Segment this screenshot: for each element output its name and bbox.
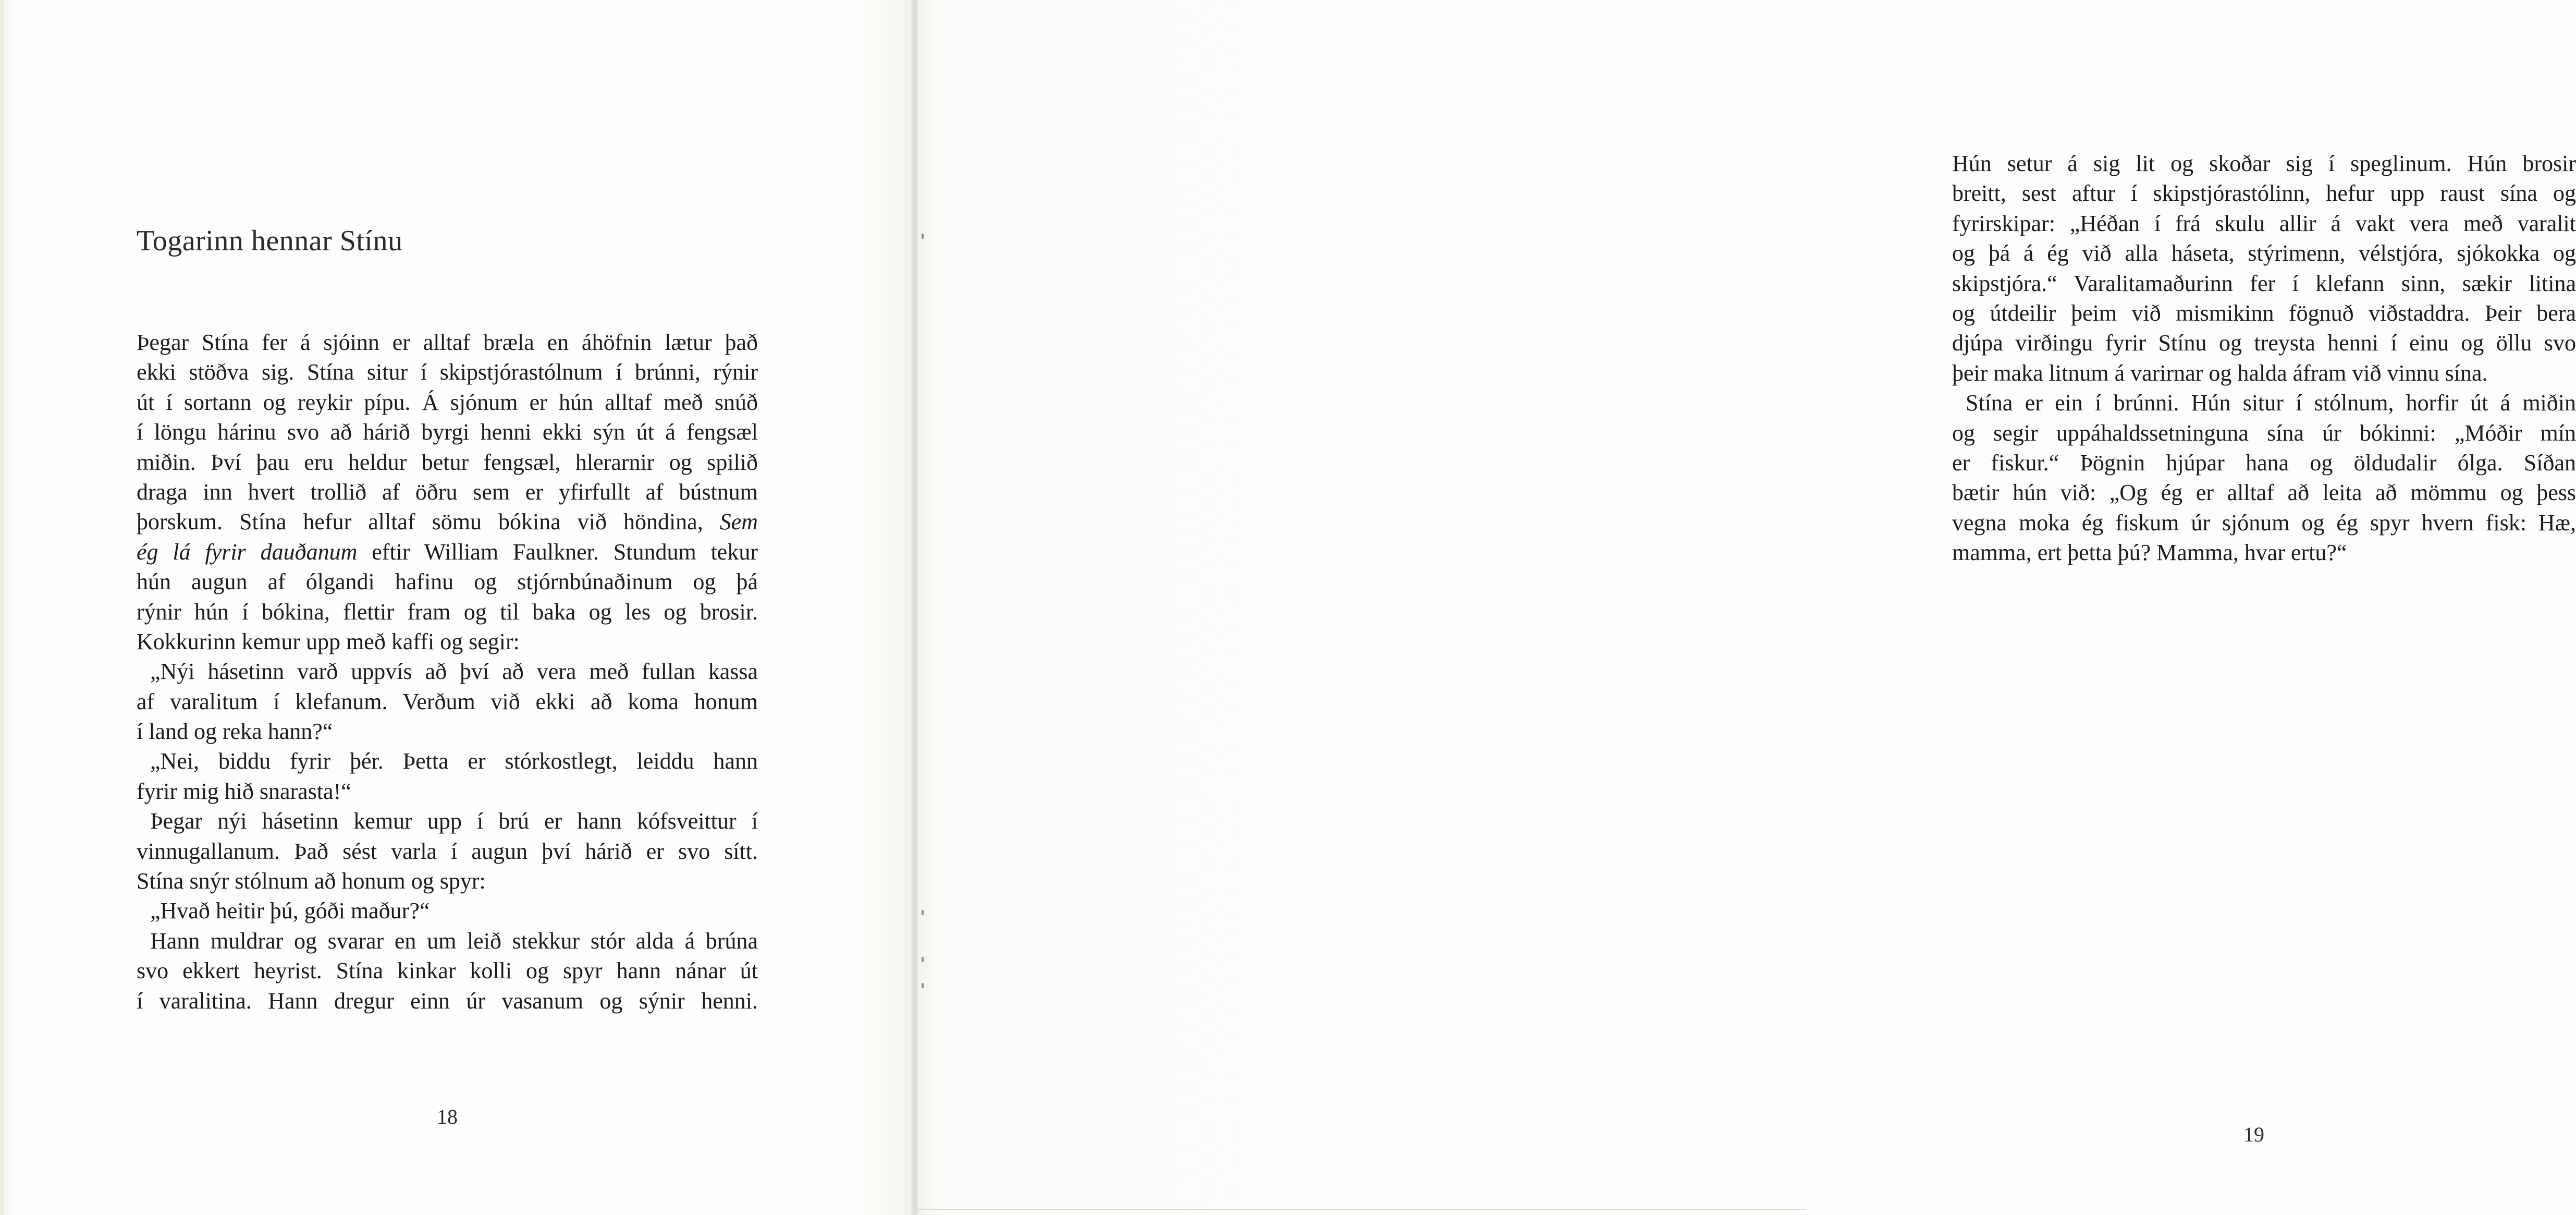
book-title-italic: Sem	[719, 509, 758, 535]
text-line: og segir uppáhaldssetninguna sína úr bókinni: „Móðir mín	[1952, 420, 2576, 446]
text-line: Kokkurinn kemur upp með kaffi og segir:	[137, 628, 520, 654]
text-line: fyrir mig hið snarasta!“	[137, 778, 351, 804]
right-page	[915, 0, 2576, 1215]
page-bottom-edge	[915, 1209, 1806, 1210]
text-line: bætir hún við: „Og ég er alltaf að leita að mömmu og þess	[1952, 480, 2576, 506]
page-number-right: 19	[2243, 1123, 2264, 1146]
text-line: út í sortann og reykir pípu. Á sjónum er hún alltaf með snúð	[137, 389, 758, 415]
text-line: þeir maka litnum á varirnar og halda áfram við vinnu sína.	[1952, 360, 2488, 386]
book-gutter	[911, 0, 918, 1215]
text-line: „Nýi hásetinn varð uppvís að því að vera með fullan kassa	[150, 659, 758, 685]
scan-speck	[922, 957, 924, 962]
text-line: fyrirskipar: „Héðan í frá skulu allir á vakt vera með varalit	[1952, 210, 2576, 236]
text-line: skipstjóra.“ Varalitamaðurinn fer í klefann sinn, sækir litina	[1952, 270, 2576, 296]
text-line: rýnir hún í bókina, flettir fram og til baka og les og brosir.	[137, 599, 758, 625]
text-line: „Hvað heitir þú, góði maður?“	[150, 898, 430, 924]
text-line: í varalitina. Hann dregur einn úr vasanum og sýnir henni.	[137, 988, 758, 1014]
text-line: er fiskur.“ Þögnin hjúpar hana og öldudalir ólga. Síðan	[1952, 449, 2576, 476]
text-line: vegna moka ég fiskum úr sjónum og ég spyr hvern fisk: Hæ,	[1952, 509, 2576, 536]
left-page-text	[137, 327, 758, 1016]
text-line: mamma, ert þetta þú? Mamma, hvar ertu?“	[1952, 540, 2347, 566]
book-title-italic: ég lá fyrir dauðanum	[137, 539, 358, 565]
text-line: djúpa virðingu fyrir Stínu og treysta henni í einu og öllu svo	[1952, 330, 2576, 356]
text-line: Stína snýr stólnum að honum og spyr:	[137, 868, 486, 894]
text-line: í löngu hárinu svo að hárið byrgi henni ekki sýn út á fengsæl	[137, 419, 758, 445]
text-line: Stína er ein í brúnni. Hún situr í stólnum, horfir út á miðin	[1966, 390, 2576, 416]
text-line: vinnugallanum. Það sést varla í augun því hárið er svo sítt.	[137, 838, 758, 864]
text-line: og útdeilir þeim við mismikinn fögnuð viðstaddra. Þeir bera	[1952, 300, 2576, 326]
text-line: „Nei, biddu fyrir þér. Þetta er stórkostlegt, leiddu hann	[150, 748, 758, 774]
text-line: Þegar nýi hásetinn kemur upp í brú er hann kófsveittur í	[150, 808, 758, 834]
text-line: ekki stöðva sig. Stína situr í skipstjórastólnum í brúnni, rýnir	[137, 359, 758, 385]
chapter-title: Togarinn hennar Stínu	[137, 225, 403, 257]
left-page	[0, 0, 915, 1215]
text-line: miðin. Því þau eru heldur betur fengsæl, hlerarnir og spilið	[137, 449, 758, 475]
page-number-left: 18	[437, 1105, 458, 1128]
scan-speck	[922, 910, 924, 915]
text-line: breitt, sest aftur í skipstjórastólinn, hefur upp raust sína og	[1952, 180, 2576, 206]
text-line: draga inn hvert trollið af öðru sem er yfirfullt af bústnum	[137, 479, 758, 505]
text-line: svo ekkert heyrist. Stína kinkar kolli og spyr hann nánar út	[137, 958, 758, 984]
text-line: Þegar Stína fer á sjóinn er alltaf bræla en áhöfnin lætur það	[137, 330, 758, 355]
scan-speck	[922, 234, 924, 239]
text-line: hún augun af ólgandi hafinu og stjórnbúnaðinum og þá	[137, 569, 758, 595]
text-line: ég lá fyrir dauðanum eftir William Faulkner. Stundum tekur	[137, 539, 758, 565]
page-edge	[0, 0, 4, 1215]
text-line: og þá á ég við alla háseta, stýrimenn, vélstjóra, sjókokka og	[1952, 240, 2576, 266]
text-line: af varalitum í klefanum. Verðum við ekki að koma honum	[137, 688, 758, 714]
text-line: í land og reka hann?“	[137, 719, 333, 745]
text-line: Hann muldrar og svarar en um leið stekkur stór alda á brúna	[150, 928, 758, 954]
scan-speck	[922, 983, 924, 988]
text-line: Hún setur á sig lit og skoðar sig í speglinum. Hún brosir	[1952, 151, 2576, 176]
right-page-text	[1952, 149, 2576, 567]
text-line: þorskum. Stína hefur alltaf sömu bókina við höndina, Sem	[137, 509, 758, 535]
